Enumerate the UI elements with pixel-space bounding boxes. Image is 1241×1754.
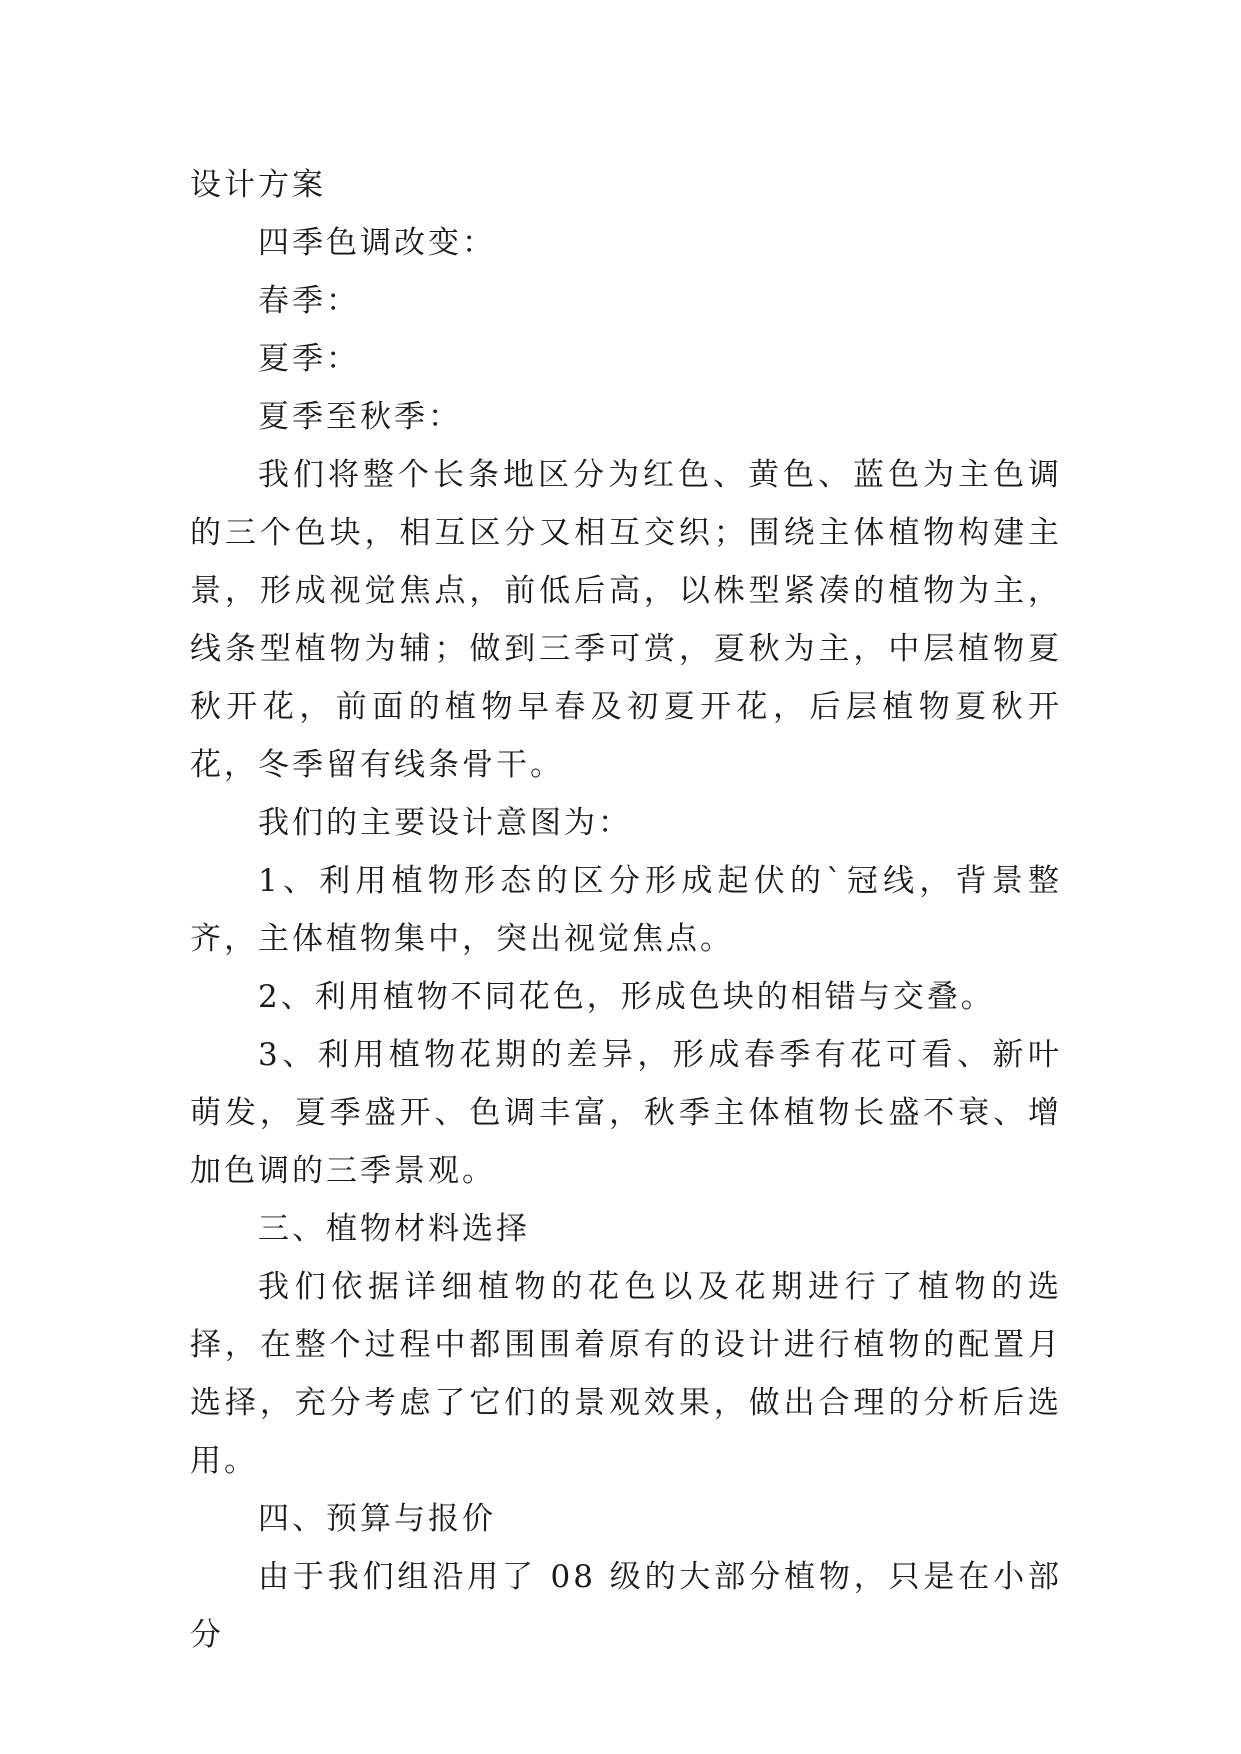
paragraph-design-plan-heading: 设计方案 xyxy=(190,167,326,203)
paragraph-intent-3: 3、利用植物花期的差异，形成春季有花可看、新叶萌发，夏季盛开、色调丰富，秋季主体植物长盛不衰、增加色调的三季景观。 xyxy=(190,1037,1062,1189)
paragraph-design-intent-intro: 我们的主要设计意图为： xyxy=(258,805,632,841)
paragraph-spring: 春季： xyxy=(258,283,360,319)
paragraph-plant-selection-body: 我们依据详细植物的花色以及花期进行了植物的选择，在整个过程中都围围着原有的设计进行植物的配置月选择，充分考虑了它们的景观效果，做出合理的分析后选用。 xyxy=(190,1269,1062,1479)
paragraph-section-plant-selection: 三、植物材料选择 xyxy=(258,1211,530,1247)
paragraph-section-budget: 四、预算与报价 xyxy=(258,1501,496,1537)
document-body xyxy=(190,156,1062,1664)
paragraph-color-block-description: 我们将整个长条地区分为红色、黄色、蓝色为主色调的三个色块，相互区分又相互交织；围绕主体植物构建主景，形成视觉焦点，前低后高，以株型紧凑的植物为主，线条型植物为辅；做到三季可赏，夏秋为主，中层植物夏秋开花，前面的植物早春及初夏开花，后层植物夏秋开花，冬季留有线条骨干。 xyxy=(190,457,1062,783)
paragraph-summer: 夏季： xyxy=(258,341,360,377)
paragraph-summer-to-autumn: 夏季至秋季： xyxy=(258,399,462,435)
paragraph-seasonal-color-change: 四季色调改变： xyxy=(258,225,496,261)
paragraph-intent-2: 2、利用植物不同花色，形成色块的相错与交叠。 xyxy=(258,979,995,1015)
paragraph-intent-1: 1、利用植物形态的区分形成起伏的`冠线，背景整齐，主体植物集中，突出视觉焦点。 xyxy=(190,863,1062,957)
paragraph-budget-body: 由于我们组沿用了 08 级的大部分植物，只是在小部分 xyxy=(190,1559,1062,1653)
